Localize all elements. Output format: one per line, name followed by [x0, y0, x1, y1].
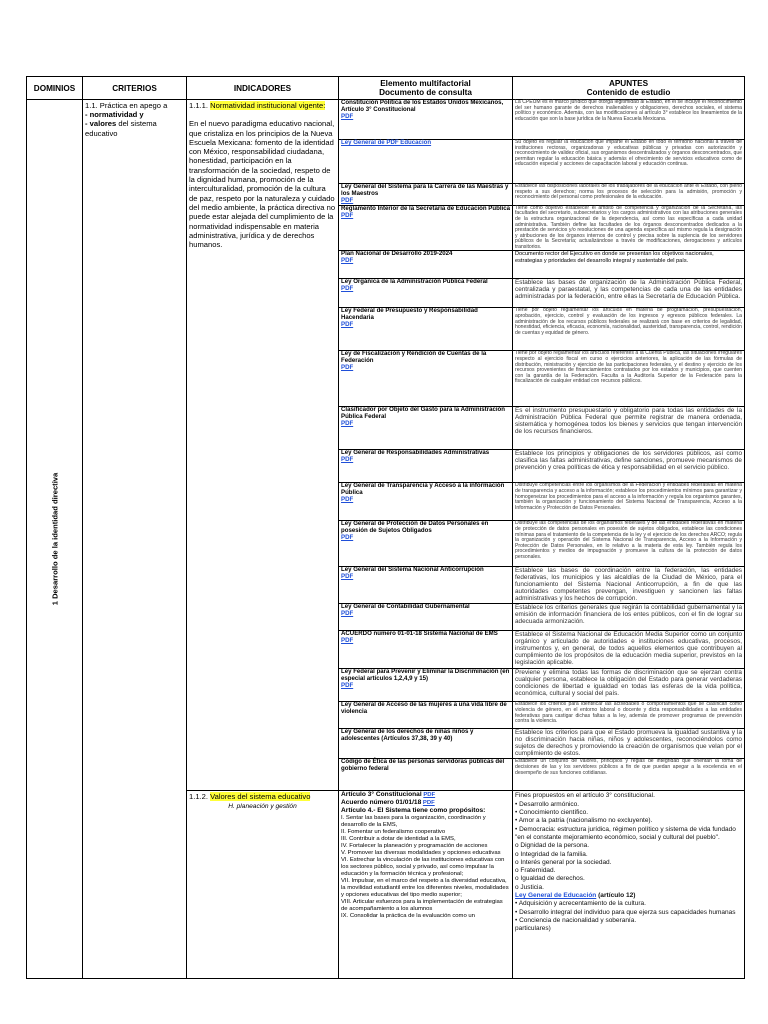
proposito-item: I. Sentar las bases para la organización, coordinación y desarrollo de la EMS,	[341, 815, 486, 829]
pdf-link[interactable]: PDF	[422, 800, 435, 807]
criterio-normatividad: - normatividad y	[85, 110, 144, 120]
proposito-item: V. Promover las diversas modalidades y opciones educativas	[341, 850, 501, 857]
document-title: Ley General del Sistema Nacional Anticorrupción	[341, 566, 484, 574]
apuntes-cell: Establece las bases de coordinación entre la federación, las entidades federativas, los municipios y las alcaldías de la Ciudad de México, para el funcionamiento del Sistema Nacional Anticorrupción, a fin de que las autoridades competentes prevengan, investiguen y sancionen las faltas administrativas y los hechos de corrupción.	[513, 567, 745, 604]
pdf-link[interactable]: PDF	[341, 682, 354, 690]
header-row	[27, 77, 745, 100]
document-cell	[339, 184, 513, 206]
apuntes-cell: Establece los criterios para identificar las actividades o comportamientos que se clasifican como violencia de género, en el entorno laboral o docente y dicta responsabilidades a las entidades federativas para castigar dichas faltas a la ley, además de promover programas de prevención contra la violencia.	[513, 702, 745, 729]
header-apuntes-line2: Contenido de estudio	[586, 88, 671, 97]
apuntes-cell: Su objeto es regular la educación que imparte el Estado en todo el territorio nacional a través de instituciones rectoras, organizadoras y educativas públicas y privadas con autorización y reconocimiento de validez oficial, sus organismos descentralizados y órganos desconcentrados, que permitan regular la educación básica y además el ofrecimiento de servicios educativos como de educación especial y acciones de capacitación laboral y educación continua.	[513, 140, 745, 184]
indicador-cell-1	[187, 100, 339, 791]
fines-item: • Adquisición y acrecentamiento de la cultura.	[515, 900, 646, 908]
apuntes-cell: Distribuye las competencias de los organismos federales y de las entidades federativas en materia de protección de datos personales en posesión de sujetos obligados, establece las condiciones mínimas para el tratamiento de la competencia de la ley y el ejercicio de los derechos ARCO; regula la organización y operación del Sistema Nacional de Transparencia, Acceso a la Información y Protección de Datos Personales, en lo relativo a la materia de esta ley. También regula los procedimientos y medios de impugnación y promueve la cultura de la protección de datos personales.	[513, 521, 745, 567]
document-cell	[339, 100, 513, 140]
header-elemento	[339, 77, 513, 100]
indicador-2-title	[189, 792, 336, 801]
apuntes-cell: La CPEUM es el marco jurídico que otorga legitimidad al Estado, en el se incluye el reconocimiento del ser humano garante de derechos inalienables y obligaciones, derechos sociales, el sistema político y económico. Además, con las modificaciones al artículo 3° establece los lineamientos de la educación que son la base jurídica de la Nueva Escuela Mexicana.	[513, 100, 745, 140]
apuntes-cell: Establece los criterios para que el Estado promueva la igualdad sustantiva y la no discriminación hacia niñas, niños y adolescentes, reconociéndolos como sujetos de derechos y promoviendo la creación de organismos que velan por el cumplimiento de estos.	[513, 729, 745, 759]
apuntes-cell: Establece el Sistema Nacional de Educación Media Superior como un conjunto orgánico y articulado de autoridades e instituciones educativas, procesos, instrumentos y, en general, de todos aquellos elementos que contribuyen al cumplimiento de los propósitos de la educación media superior, previstos en la legislación aplicable.	[513, 631, 745, 669]
fines-item: • Conocimiento científico.	[515, 809, 589, 817]
apuntes-cell-valores	[513, 791, 745, 979]
pdf-link[interactable]: PDF	[341, 211, 354, 219]
pdf-link[interactable]: PDF	[341, 285, 354, 293]
document-title: Ley General de Responsabilidades Administrativas	[341, 449, 490, 457]
indicador-2-subtitle: H. planeación y gestión	[228, 802, 297, 810]
pdf-link[interactable]: PDF	[341, 456, 354, 464]
document-title: Plan Nacional de Desarrollo 2019-2024	[341, 250, 453, 258]
header-apuntes-line1: APUNTES	[608, 79, 649, 88]
pdf-link[interactable]: PDF	[341, 112, 354, 120]
pdf-link[interactable]: PDF	[341, 534, 354, 542]
proposito-item: VIII. Articular esfuerzos para la implementación de estrategias de acompañamiento a los alumnos	[341, 899, 503, 913]
indicador-1-title	[189, 101, 336, 110]
document-cell	[339, 450, 513, 483]
ley-general-link[interactable]: Ley General de Educación	[515, 892, 597, 900]
document-cell	[339, 702, 513, 729]
document-title: Ley Federal para Prevenir y Eliminar la Discriminación (en especial artículos 1,2,4,9 y 15)	[341, 668, 510, 683]
document-title: Ley General del Sistema para la Carrera de las Maestras y los Maestros	[341, 183, 509, 197]
art4-title: Artículo 4.- El Sistema tiene como propósitos:	[341, 807, 486, 815]
fines-item: o Igualdad de derechos.	[515, 875, 585, 883]
study-table	[26, 76, 745, 979]
criterio-lead: 1.1. Práctica en apego a	[85, 101, 168, 110]
document-title: Ley Orgánica de la Administración Pública Federal	[341, 278, 488, 286]
document-title: Ley General de Protección de Datos Personales en posesión de Sujetos Obligados	[341, 520, 489, 535]
ley-line	[515, 892, 742, 900]
proposito-item: VI. Estrechar la vinculación de las instituciones educativas con los sectores público, social y privado, así como impulsar la educación y la formación técnica y profesional;	[341, 857, 505, 878]
document-cell	[339, 631, 513, 669]
apuntes-cell: Tiene por objeto reglamentar los artículos referentes a la Cuenta Pública, las situaciones irregulares respecto al ejercicio fiscal en curso o ejercicios anteriores, la aplicación de las fórmulas de distribución, ministración y ejercicio de las participaciones federales, y el destino y ejercicio de los recursos provenientes de financiamientos contratados por los estados y municipios, que cuenten con la garantía de la Federación. Faculta a la Auditoría Superior de la Federación para la fiscalización de cualquier entidad con recursos públicos.	[513, 351, 745, 407]
apuntes-cell: Documento rector del Ejecutivo en donde se presentan los objetivos nacionales, estrategias y prioridades del desarrollo integral y sustentable del país.	[513, 251, 745, 279]
indicador-1-num: 1.1.1.	[189, 101, 211, 110]
table-row	[27, 100, 745, 140]
document-cell	[339, 567, 513, 604]
criterio-valores-rest: del sistema educativo	[85, 119, 157, 138]
apuntes-cell: Establece los criterios generales que regirán la contabilidad gubernamental y la emisión de información financiera de los entes públicos, con el fin de lograr su adecuada armonización.	[513, 604, 745, 631]
criterio-cell	[83, 100, 187, 979]
apuntes-cell: Establece las disposiciones laborales de los trabajadores de la educación ante el Estado, con pleno respeto a sus derechos; norma los procesos de selección para la admisión, promoción y reconocimiento del personal como profesionales de la educación.	[513, 184, 745, 206]
document-cell	[339, 140, 513, 184]
document-cell	[339, 759, 513, 791]
apuntes-cell: Previene y elimina todas las formas de discriminación que se ejerzan contra cualquier persona, establece la obligación del Estado para generar verdaderas condiciones de libertad e igualdad en todas las esferas de la vida política, económica, cultural y social del país.	[513, 669, 745, 702]
header-elemento-line2: Documento de consulta	[379, 88, 472, 97]
pdf-link[interactable]: PDF	[341, 496, 354, 504]
fines-item: • Desarrollo integral del individuo para que ejerza sus capacidades humanas	[515, 908, 736, 916]
pdf-link[interactable]: PDF	[341, 420, 354, 428]
document-cell	[339, 729, 513, 759]
indicador-2-num: 1.1.2.	[189, 792, 211, 802]
indicador-cell-2	[187, 791, 339, 979]
dominio-cell	[27, 100, 83, 979]
document-cell	[339, 604, 513, 631]
criterio-valores-bold: - valores	[85, 119, 117, 129]
pdf-link[interactable]: PDF	[341, 257, 354, 265]
pdf-link[interactable]: PDF	[423, 792, 436, 799]
fines-item: • Democracia: estructura jurídica, régimen político y sistema de vida fundado "en el constante mejoramiento económico, social y cultural del pueblo".	[515, 825, 736, 841]
fines-title: Fines propuestos en el artículo 3° constitucional.	[515, 792, 655, 800]
header-dominios: DOMINIOS	[27, 77, 83, 100]
fines-item: o Integridad de la familia.	[515, 850, 588, 858]
acuerdo-line	[341, 799, 510, 807]
document-title: Ley General de Transparencia y Acceso a la información Pública	[341, 482, 505, 497]
document-cell	[339, 669, 513, 702]
fines-item: o Fraternidad.	[515, 867, 556, 875]
document-title: Ley General de los derechos de niñas niños y adolescentes (Artículos 37,38, 39 y 40)	[341, 728, 474, 743]
pdf-link[interactable]: PDF	[341, 610, 354, 618]
fines-item: • Desarrollo armónico.	[515, 800, 580, 808]
document-title: Clasificador por Objeto del Gasto para la Administración Pública Federal	[341, 406, 506, 421]
indicador-2-highlight: Valores del sistema educativo	[210, 792, 311, 802]
fines-item: o Justicia.	[515, 883, 544, 891]
apuntes-cell: Tiene por objeto reglamentar los artículos en materia de programación, presupuestación, aprobación, ejercicio, control y evaluación de los ingresos y egresos públicos federales. La administración de los recursos públicos federales se realizará con base en criterios de legalidad, honestidad, eficiencia, eficacia, economía, racionalidad, austeridad, transparencia, control, rendición de cuentas y equidad de género.	[513, 308, 745, 351]
apuntes-cell: Establece los principios y obligaciones de los servidores públicos, así como clasifica las faltas administrativas, define sanciones, promueve mecanismos de prevención y crea políticas de ética y responsabilidad en el servicio público.	[513, 450, 745, 483]
document-title: Código de Ética de las personas servidoras públicas del gobierno federal	[341, 758, 505, 773]
fines-item: o Interés general por la sociedad.	[515, 858, 612, 866]
pdf-link[interactable]: PDF	[341, 573, 354, 581]
document-title: Reglamento Interior de la Secretaría de Educación Pública	[341, 204, 510, 212]
dominio-label: 1 Desarrollo de la identidad directiva	[50, 472, 59, 606]
apuntes-cell: Establece las bases de organización de la Administración Pública Federal, centralizada y paraestatal, y las competencias de cada una de las entidades administradas por la federación, entre ellas la Secretaría de Educación Pública.	[513, 279, 745, 308]
criterio-valores	[85, 119, 184, 137]
document-cell-valores	[339, 791, 513, 979]
fines-item: • Conciencia de nacionalidad y soberanía.	[515, 916, 637, 924]
document-title: Ley General de Acceso de las mujeres a una vida libre de violencia	[341, 701, 507, 716]
document-title: Ley General de Contabilidad Gubernamental	[341, 603, 470, 611]
apuntes-cell: Establece un conjunto de valores, principios y reglas de integridad que orientan la toma de decisiones de las y los servidores públicos a fin de que puedan apegar a la excelencia en el desempeño de sus funciones cotidianas.	[513, 759, 745, 791]
pdf-link[interactable]: PDF	[341, 364, 354, 372]
acuerdo-title: Acuerdo número 01/01/18	[341, 799, 422, 807]
art4-line	[341, 807, 510, 815]
pdf-link[interactable]: PDF	[341, 321, 354, 329]
document-title: Ley Federal de Presupuesto y Responsabilidad Hacendaria	[341, 307, 478, 322]
document-cell	[339, 351, 513, 407]
document-cell	[339, 251, 513, 279]
document-cell	[339, 308, 513, 351]
fines-item: • Amor a la patria (nacionalismo no excluyente).	[515, 817, 653, 825]
art3-title: Artículo 3° Constitucional	[341, 791, 422, 799]
header-apuntes	[513, 77, 745, 100]
fines-item: o Dignidad de la persona.	[515, 842, 590, 850]
proposito-item: IV. Fortalecer la planeación y programación de acciones	[341, 843, 488, 850]
header-elemento-line1: Elemento multifactorial	[380, 79, 471, 88]
indicador-1-body: En el nuevo paradigma educativo nacional, que cristaliza en los principios de la Nueva Escuela Mexicana: fomento de la identidad con México, responsabilidad ciudadana, honestidad, participación en la transformación de la sociedad, respeto de la dignidad humana, promoción de la interculturalidad, promoción de la cultura de paz, respeto por la naturaleza y cuidado del medio ambiente, la práctica directiva no puede estar alejada del cumplimiento de la normatividad indispensable en materia administrativa, jurídica y de derechos humanos.	[189, 119, 336, 250]
document-page	[26, 76, 744, 988]
document-cell	[339, 407, 513, 450]
header-indicadores: INDICADORES	[187, 77, 339, 100]
pdf-link[interactable]: PDF	[341, 637, 354, 645]
document-cell	[339, 205, 513, 251]
apuntes-cell: Es el instrumento presupuestario y obligatorio para todas las entidades de la Administración Pública Federal que permite registrar de manera ordenada, sistemática y homogénea todos los bienes y servicios que tengan intervención de los recursos financieros.	[513, 407, 745, 450]
document-cell	[339, 521, 513, 567]
proposito-item: III. Contribuir a dotar de identidad a la EMS,	[341, 836, 456, 843]
document-title: Ley de Fiscalización y Rendición de Cuentas de la Federación	[341, 350, 487, 365]
fines-item: particulares)	[515, 925, 551, 933]
document-cell	[339, 279, 513, 308]
indicador-1-highlight: Normatividad institucional vigente:	[210, 101, 326, 110]
document-link[interactable]: Ley General de PDF Educacion	[341, 139, 432, 146]
apuntes-cell: Distribuye competencias entre los organismos de la Federación y entidades federativas en materia de transparencia y acceso a la información; establece los procedimientos mínimos para garantizar y homogeneizar los procedimientos para el acceso a la información y regula los organismos garantes, también la organización y funcionamiento del Sistema Nacional de Transparencia, Acceso a la Información y Protección de Datos Personales.	[513, 483, 745, 521]
document-cell	[339, 483, 513, 521]
proposito-item: VII. Impulsar, en el marco del respeto a la diversidad educativa, la movilidad estudiantil entre los diferentes niveles, modalidades y opciones educativas del tipo medio superior;	[341, 878, 509, 899]
ley-article: (artículo 12)	[596, 892, 636, 900]
document-title: ACUERDO número 01-01-18 Sistema Nacional de EMS	[341, 630, 498, 638]
proposito-item: IX. Consolidar la práctica de la evaluación como un	[341, 913, 475, 920]
art3-line	[341, 791, 510, 799]
proposito-item: II. Fomentar un federalismo cooperativo	[341, 829, 446, 836]
header-criterios: CRITERIOS	[83, 77, 187, 100]
document-title: Constitución Política de los Estados Unidos Mexicanos, Artículo 3° Constitucional	[341, 99, 504, 113]
pdf-link[interactable]: PDF	[341, 196, 354, 204]
apuntes-cell: Tiene como objetivo establecer el ámbito de competencia y organización de la Secretaría, las facultades del secretario, subsecretarios y los cargos administrativos con las atribuciones generales de la estructura organizacional de la dependencia, así como las específicas a cada unidad administrativa. También define las facultades de los órganos desconcentrados dedicados a la prestación de servicios y/o resoluciones de una agenda específica así mismo regula la designación y atribuciones de los órganos internos de control y precisa sobre la suplencia de los servidores públicos de la Secretaría; actualizándose a través de modificaciones, derogaciones y artículos transitorios.	[513, 205, 745, 251]
